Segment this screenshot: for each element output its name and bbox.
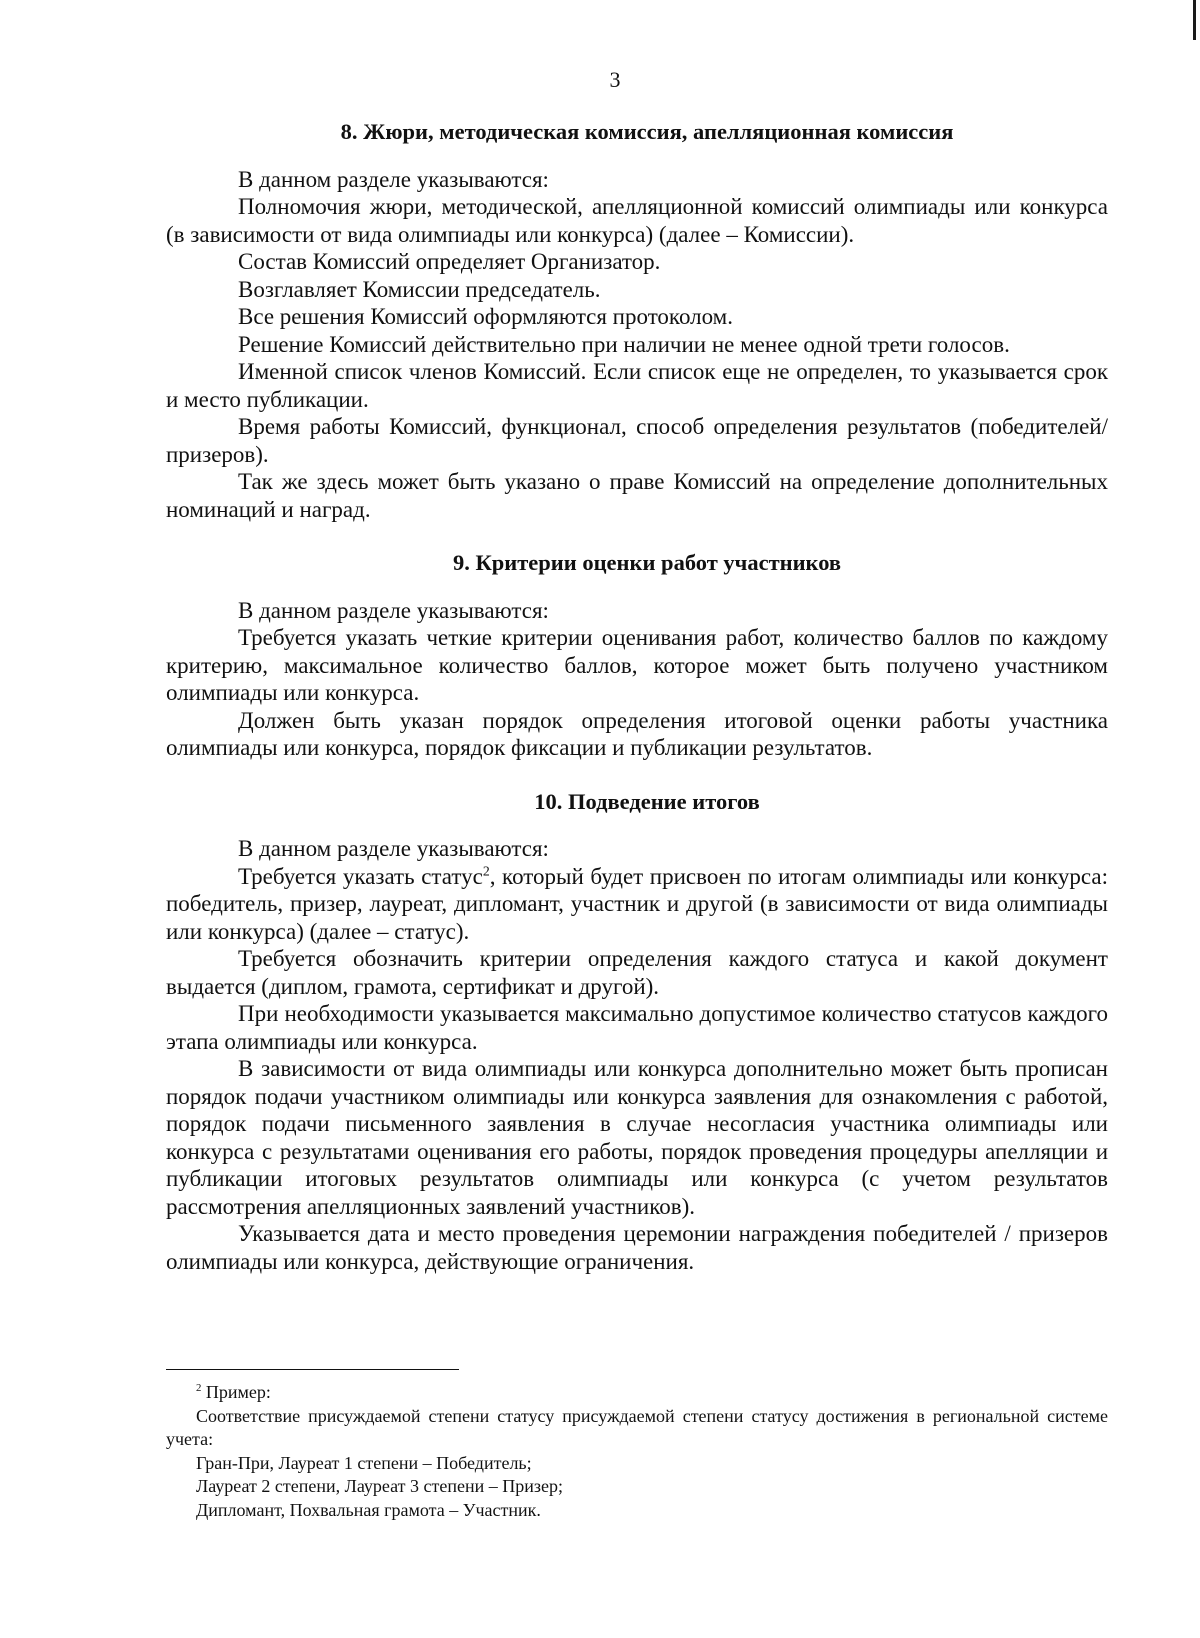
footnote-reference: 2 — [482, 862, 490, 878]
section-8-paragraph: Так же здесь может быть указано о праве Комиссий на определение дополнительных номинаций и наград. — [166, 469, 1108, 522]
section-10-heading: 10. Подведение итогов — [534, 788, 760, 814]
section-8-paragraph: Все решения Комиссий оформляются протоколом. — [238, 304, 733, 329]
footnote-line: Соответствие присуждаемой степени статусу присуждаемой степени статусу достижения в региональной системе учета: — [166, 1405, 1108, 1449]
section-8-body — [166, 166, 1108, 524]
document-body — [166, 118, 1108, 1275]
section-9-paragraph: Требуется указать четкие критерии оценивания работ, количество баллов по каждому критерию, максимальное количество баллов, которое может быть получено участником олимпиады или конкурса. — [166, 625, 1108, 705]
section-8-paragraph: Возглавляет Комиссии председатель. — [238, 276, 601, 302]
section-9-paragraph: Должен быть указан порядок определения итоговой оценки работы участника олимпиады или конкурса, порядок фиксации и публикации результатов. — [166, 707, 1108, 760]
section-9-intro: В данном разделе указываются: — [238, 597, 549, 623]
footnote-mark: 2 — [196, 1382, 202, 1394]
section-10-paragraph: Требуется обозначить критерии определения каждого статуса и какой документ выдается (диплом, грамота, сертификат и другой). — [166, 946, 1108, 999]
section-10-paragraph: В зависимости от вида олимпиады или конкурса дополнительно может быть прописан порядок подачи участником олимпиады или конкурса заявления для ознакомления с работой, порядок подачи письменного заявления в случае несогласия участника олимпиады или конкурса с результатами оценивания его работы, порядок проведения процедуры апелляции и публикации итоговых результатов олимпиады или конкурса (с учетом результатов рассмотрения апелляционных заявлений участников). — [166, 1056, 1108, 1219]
section-8-paragraph: Именной список членов Комиссий. Если список еще не определен, то указывается срок и место публикации. — [166, 359, 1108, 412]
section-10-intro: В данном разделе указываются: — [238, 836, 549, 861]
section-10-paragraph: Указывается дата и место проведения церемонии награждения победителей / призеров олимпиады или конкурса, действующие ограничения. — [166, 1221, 1108, 1274]
footnote-block — [166, 1381, 1108, 1522]
footnote-label-text: Пример: — [201, 1382, 271, 1402]
section-8-paragraph: Время работы Комиссий, функционал, способ определения результатов (победителей/призеров). — [166, 414, 1108, 467]
status-sentence-rest: , который будет присвоен по итогам олимпиады или конкурса: победитель, призер, лауреат, дипломант, участник и другой (в зависимости от вида олимпиады или конкурса) (далее – статус). — [166, 863, 1108, 944]
page-number: 3 — [609, 67, 621, 92]
footnote-line: Гран-При, Лауреат 1 степени – Победитель; — [196, 1452, 532, 1473]
scan-edge-mark — [1193, 0, 1196, 40]
section-10-paragraph: При необходимости указывается максимально допустимое количество статусов каждого этапа олимпиады или конкурса. — [166, 1001, 1108, 1054]
footnote-separator — [166, 1369, 459, 1370]
status-sentence-start: Требуется указать статус — [238, 863, 483, 889]
section-10-body — [166, 835, 1108, 1275]
footnote-line: Дипломант, Похвальная грамота – Участник. — [196, 1499, 541, 1520]
section-8-paragraph: Полномочия жюри, методической, апелляционной комиссий олимпиады или конкурса (в зависимости от вида олимпиады или конкурса) (далее – Комиссии). — [166, 194, 1108, 247]
section-10-status-paragraph — [166, 863, 1108, 946]
section-9-heading: 9. Критерии оценки работ участников — [452, 550, 842, 575]
section-9-body — [166, 597, 1108, 762]
section-8-paragraph: Состав Комиссий определяет Организатор. — [238, 249, 661, 274]
section-8-intro: В данном разделе указываются: — [238, 166, 549, 192]
footnote-label — [166, 1381, 1108, 1405]
footnote-line: Лауреат 2 степени, Лауреат 3 степени – Призер; — [196, 1476, 563, 1496]
section-8-heading: 8. Жюри, методическая комиссия, апелляционная комиссия — [340, 119, 954, 144]
section-8-paragraph: Решение Комиссий действительно при наличии не менее одной трети голосов. — [238, 331, 1010, 357]
